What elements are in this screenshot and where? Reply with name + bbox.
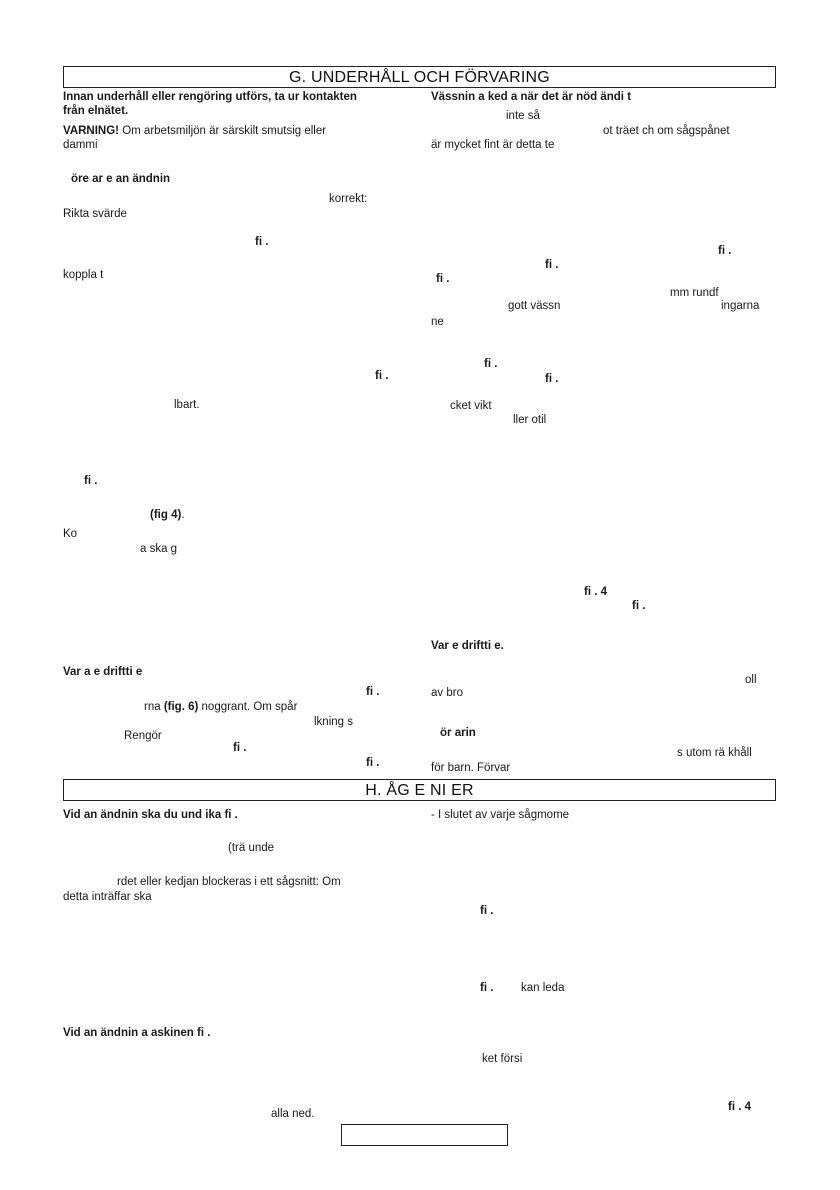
text-ket: ket försi xyxy=(482,1053,523,1065)
text-rdet: rdet eller kedjan blockeras i ett sågsnitt: Om xyxy=(117,876,341,888)
fig-ref: fi . xyxy=(436,273,450,285)
text-mm-rundf: mm rundf xyxy=(670,287,719,299)
text-inte-sa: inte så xyxy=(506,110,540,122)
text-koppla: koppla t xyxy=(63,269,104,281)
fig-ref: fi . xyxy=(84,475,98,487)
fig4-line xyxy=(150,508,185,522)
rna-post: noggrant. Om spår xyxy=(198,701,298,713)
text-aska: a ska g xyxy=(140,543,178,555)
intro-line-2: från elnätet. xyxy=(63,105,129,117)
text-ot-traet: ot träet ch om sågspånet xyxy=(603,125,730,137)
fig-ref: fi . xyxy=(545,259,559,271)
text-rengor: Rengör xyxy=(124,730,162,742)
warning-line-2: dammi xyxy=(63,139,98,151)
text-oll: oll xyxy=(745,674,757,686)
fig-ref: fi . xyxy=(545,373,559,385)
fig6-ref: (fig. 6) xyxy=(163,701,199,713)
section-h-title: H. ÅG E NI ER xyxy=(365,782,474,799)
text-utom: s utom rä khåll xyxy=(677,747,752,759)
text-kan-leda: kan leda xyxy=(521,982,565,994)
footer-box xyxy=(341,1124,508,1146)
subhead-machine: Vid an ändnin a askinen fi . xyxy=(63,1027,211,1039)
intro-line-1: Innan underhåll eller rengöring utförs, ta ur kontakten xyxy=(63,91,357,103)
section-g-title: G. UNDERHÅLL OCH FÖRVARING xyxy=(289,69,550,86)
fig4-dot: . xyxy=(181,509,185,521)
text-fint: är mycket fint är detta te xyxy=(431,139,555,151)
fig-ref: fi . xyxy=(480,905,494,917)
subhead-sharpening: Vässnin a ked a när det är nöd ändi t xyxy=(431,91,632,103)
text-alla: alla ned. xyxy=(271,1108,315,1120)
warning-label: VARNING! xyxy=(63,125,120,137)
text-ingarna: ingarna xyxy=(721,300,760,312)
section-g-header xyxy=(63,66,776,88)
fig-ref: fi . 4 xyxy=(728,1101,752,1113)
warning-line xyxy=(63,124,326,138)
fig-ref: fi . xyxy=(366,686,380,698)
subhead-storage: ör arin xyxy=(440,727,476,739)
subhead-before-use: öre ar e an ändnin xyxy=(71,173,171,185)
text-detta: detta inträffar ska xyxy=(63,891,152,903)
fig-ref: fi . xyxy=(718,245,732,257)
text-lbart: lbart. xyxy=(174,399,200,411)
text-ko: Ko xyxy=(63,528,78,540)
fig-ref: fi . xyxy=(632,600,646,612)
section-h-header xyxy=(63,779,776,801)
text-cket: cket vikt xyxy=(450,400,492,412)
text-gott: gott vässn xyxy=(508,300,561,312)
text-tra: (trä unde xyxy=(228,842,275,854)
fig-ref: fi . xyxy=(484,358,498,370)
text-rikta: Rikta svärde xyxy=(63,208,127,220)
fig-ref: fi . xyxy=(366,757,380,769)
text-lkning: lkning s xyxy=(314,716,353,728)
fig-ref: fi . xyxy=(375,370,389,382)
fig-ref: fi . xyxy=(480,982,494,994)
text-av-bro: av bro xyxy=(431,687,463,699)
warning-text: Om arbetsmiljön är särskilt smutsig eller xyxy=(119,125,327,137)
fig-ref: fi . xyxy=(255,236,269,248)
subhead-use: Vid an ändnin ska du und ika fi . xyxy=(63,809,238,821)
text-korrekt: korrekt: xyxy=(329,193,368,205)
rna-line xyxy=(144,700,297,714)
text-slutet: - I slutet av varje sågmome xyxy=(431,809,570,821)
fig-ref: fi . 4 xyxy=(584,586,608,598)
text-ne: ne xyxy=(431,316,444,328)
fig4-ref: (fig 4) xyxy=(150,509,182,521)
subhead-after-use: Var a e driftti e xyxy=(63,666,143,678)
text-barn: för barn. Förvar xyxy=(431,762,511,774)
fig-ref: fi . xyxy=(233,742,247,754)
rna-pre: rna xyxy=(144,701,164,713)
text-ller: ller otil xyxy=(513,414,547,426)
subhead-operation: Var e driftti e. xyxy=(431,640,504,652)
